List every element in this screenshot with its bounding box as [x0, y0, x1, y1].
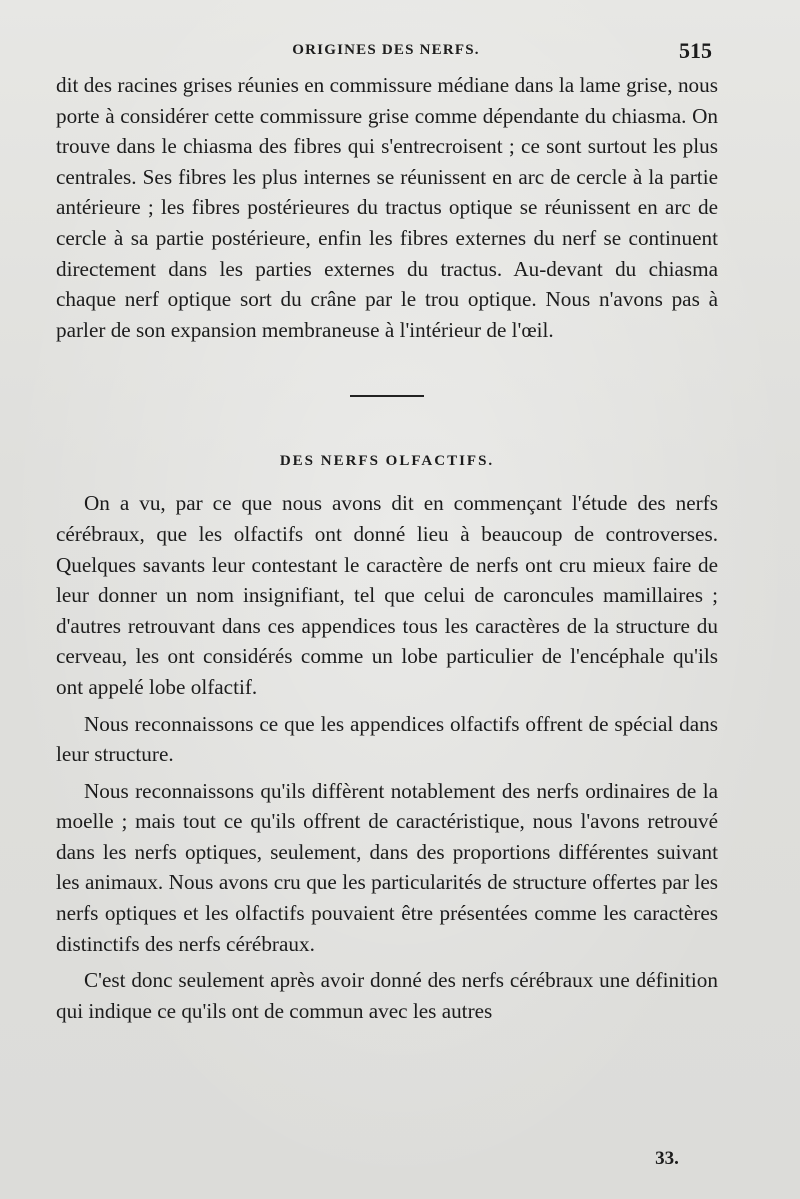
paragraph: Nous reconnaissons ce que les appendices olfactifs offrent de spécial dans leur structure.	[56, 711, 718, 767]
body-text	[56, 70, 718, 1026]
paragraph-continuation: dit des racines grises réunies en commissure médiane dans la lame grise, nous porte à considérer cette commissure grise comme dépendante du chiasma. On trouve dans le chiasma des fibres qui s'entrecroisent ; ce sont surtout les plus centrales. Ses fibres les plus internes se réunissent en arc de cercle à la partie antérieure ; les fibres postérieures du tractus optique se réunissent en arc de cercle à sa partie postérieure, enfin les fibres externes du nerf se continuent directement dans les parties externes du tractus. Au-devant du chiasma chaque nerf optique sort du crâne par le trou optique. Nous n'avons pas à parler de son expansion membraneuse à l'intérieur de l'œil.	[56, 73, 718, 342]
section-divider	[350, 395, 424, 397]
paragraph: Nous reconnaissons qu'ils diffèrent notablement des nerfs ordinaires de la moelle ; mais tout ce qu'ils offrent de caractéristique, nous l'avons retrouvé dans les nerfs optiques, seulement, dans des proportions différentes suivant les animaux. Nous avons cru que les particularités de structure offertes par les nerfs optiques et les olfactifs pouvaient être présentées comme les caractères distinctifs des nerfs cérébraux.	[56, 778, 718, 956]
section-title: DES NERFS OLFACTIFS.	[279, 453, 495, 470]
page-header	[56, 38, 716, 66]
running-head: ORIGINES DES NERFS.	[292, 42, 480, 58]
page-number: 515	[679, 38, 712, 63]
paragraph: C'est donc seulement après avoir donné des nerfs cérébraux une définition qui indique ce qu'ils ont de commun avec les autres	[56, 968, 718, 1023]
paragraph: On a vu, par ce que nous avons dit en commençant l'étude des nerfs cérébraux, que les olfactifs ont donné lieu à beaucoup de controverses. Quelques savants leur contestant le caractère de nerfs ont cru mieux faire de leur donner un nom insignifiant, tel que celui de caroncules mamillaires ; d'autres retrouvant dans ces appendices tous les caractères de la structure du cerveau, les ont considérés comme un lobe particulier de l'encéphale qu'ils ont appelé lobe olfactif.	[56, 491, 718, 699]
signature-mark: 33.	[655, 1148, 679, 1169]
